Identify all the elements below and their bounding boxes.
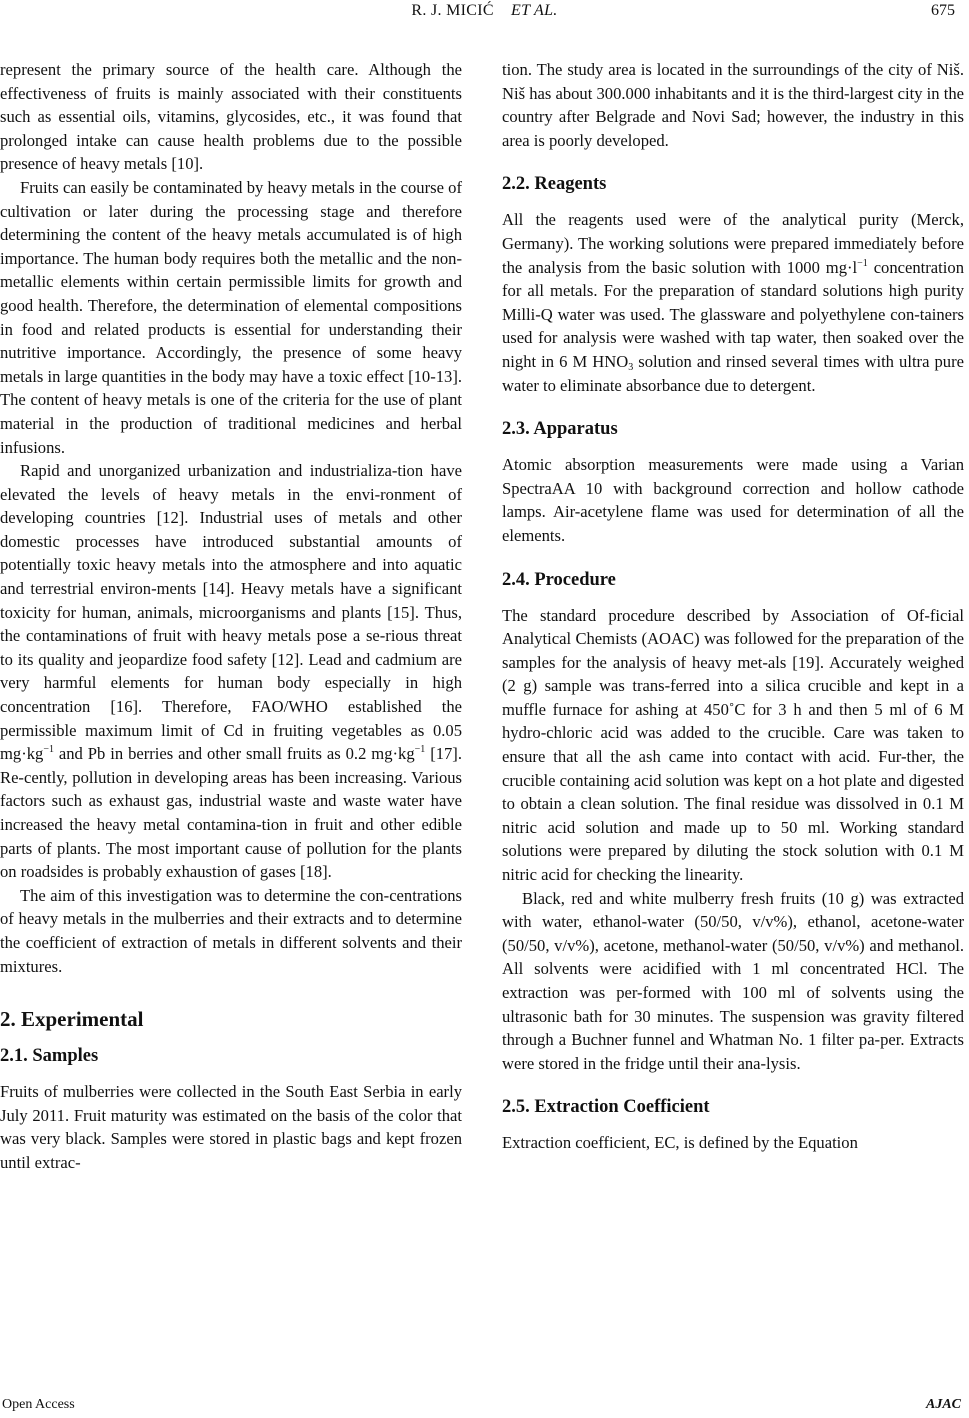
text-span: Rapid and unorganized urbanization and industrializa-tion have elevated the levels of heavy metals in the envi-ronment of developing countries [12]. Industrial uses of metals and other domestic processes have introduced substantial amounts of potentially toxic heavy metals into the atmosphere and into aquatic and terrestrial environ-ments [14]. Heavy metals have a significant toxicity for human, animals, microorganisms and plants [15]. Thus, the contaminations of fruit with heavy metals pose a se-rious threat to its quality and jeopardize food safety [12]. Lead and cadmium are very harmful elements for human body especially in high concentration [16]. Therefore, FAO/WHO established the permissible maximum limit of Cd in fruiting vegetables as 0.05 mg·kg xyxy=(0,461,462,764)
subsection-heading-procedure: 2.4. Procedure xyxy=(502,569,616,590)
superscript: −1 xyxy=(43,744,54,756)
paragraph-reagents xyxy=(502,208,964,397)
subsection-heading-extraction-coefficient: 2.5. Extraction Coefficient xyxy=(502,1097,710,1118)
paragraph-apparatus: Atomic absorption measurements were made using a Varian SpectraAA 10 with background correction and hollow cathode lamps. Air-acetylene flame was used for determination of all the elements. xyxy=(502,455,964,545)
text-span: and Pb in berries and other small fruits as 0.2 mg·kg xyxy=(53,744,415,764)
text-span: All the reagents used were of the analytical purity (Merck, Germany). The working solutions were prepared immediately before the analysis from the basic solution with 1000 mg·l xyxy=(502,210,964,277)
paragraph-samples: Fruits of mulberries were collected in the South East Serbia in early July 2011. Fruit maturity was estimated on the basis of the color that was very black. Samples were stored in plastic bags and kept frozen until extrac- xyxy=(0,1082,462,1172)
paragraph-aim: The aim of this investigation was to determine the con-centrations of heavy metals in the mulberries and their extracts and to determine the coefficient of extraction of metals in different solvents and their mixtures. xyxy=(0,885,462,976)
right-column xyxy=(502,58,964,1155)
paragraph-contamination: Fruits can easily be contaminated by heavy metals in the course of cultivation or later during the processing stage and therefore determining the content of the heavy metals accumulated is of high importance. The human body requires both the metallic and the non-metallic elements within certain permissible limits for growth and good health. Therefore, the determination of elemental compositions in food and related products is essential for understanding their nutritive importance. Accordingly, the presence of some heavy metals in large quantities in the body may have a toxic effect [10-13]. The content of heavy metals is one of the criteria for the use of plant material in the production of traditional medicines and herbal infusions. xyxy=(0,177,462,457)
text-span: solution and rinsed several times with ultra pure water to eliminate absorbance due to detergent. xyxy=(502,351,964,395)
authors-main: R. J. MICIĆ xyxy=(411,2,494,19)
paragraph-extraction-coefficient: Extraction coefficient, EC, is defined by the Equation xyxy=(502,1133,858,1153)
superscript: −1 xyxy=(414,744,426,756)
authors-etal: ET AL. xyxy=(511,2,558,19)
paragraph-study-area: tion. The study area is located in the surroundings of the city of Niš. Niš has about 300.000 inhabitants and it is the third-largest city in the country after Belgrade and Novi Sad; however, the industry in this area is poorly developed. xyxy=(502,60,964,150)
running-head xyxy=(0,0,969,40)
subscript: 3 xyxy=(628,361,634,373)
page-footer xyxy=(0,1396,969,1418)
paragraph-intro-continued: represent the primary source of the health care. Although the effectiveness of fruits is mainly associated with their constituents such as essential oils, vitamins, glycosides, etc., it was found that prolonged intake can cause health problems due to the possible presence of heavy metals [10]. xyxy=(0,60,462,174)
subsection-heading-samples: 2.1. Samples xyxy=(0,1046,99,1067)
text-span: concentration for all metals. For the preparation of standard solutions high purity Milli-Q water was used. The glassware and polyethylene con-tainers used for analysis were washed with tap water, then soaked over the night in 6 M HNO xyxy=(502,257,964,371)
paragraph-procedure: The standard procedure described by Association of Of-ficial Analytical Chemists (AOAC) was followed for the preparation of the samples for the analysis of heavy met-als [19]. Accurately weighed (2 g) sample was trans-ferred into a silica crucible and kept in a muffle furnace for ashing at 450˚C for 3 h and then 5 ml of 6 M hydro-chloric acid was added to the crucible. Care was taken to ensure that all the ash came into contact with acid. Fur-ther, the crucible containing acid solution was kept on a hot plate and digested to obtain a clean solution. The final residue was dissolved in 0.1 M nitric acid solution and made up to 50 ml. Working standard solutions were prepared by diluting the stock solution with 0.1 M nitric acid for checking the linearity. xyxy=(502,605,964,885)
subsection-heading-apparatus: 2.3. Apparatus xyxy=(502,419,618,440)
paragraph-urbanization xyxy=(0,459,462,884)
footer-journal-abbrev: AJAC xyxy=(925,1397,961,1412)
paragraph-extraction: Black, red and white mulberry fresh fruits (10 g) was extracted with water, ethanol-water (50/50, v/v%), ethanol, acetone-water (50/50, v/v%), acetone, methanol-water (50/50, v/v%) and methanol. All solvents were acidified with 1 ml concentrated HCl. The extraction was per-formed with 100 ml of solvents using the ultrasonic bath for 30 minutes. The suspension was gravity filtered through a Buchner funnel and Whatman No. 1 filter pa-per. Extracts were stored in the fridge until their ana-lysis. xyxy=(502,888,964,1073)
text-span: [17]. Re-cently, pollution in developing areas has been increasing. Various factors such as exhaust gas, industrial waste and waste water have increased the heavy metal contamina-tion in fruit and other edible parts of plants. The most important cause of pollution for the plants on roadsides is probably exhaustion of gases [18]. xyxy=(0,744,462,882)
superscript: −1 xyxy=(857,257,868,269)
subsection-heading-reagents: 2.2. Reagents xyxy=(502,174,607,195)
section-heading-experimental: 2. Experimental xyxy=(0,1007,144,1032)
left-column xyxy=(0,58,462,1175)
footer-open-access: Open Access xyxy=(2,1397,75,1412)
page-number: 675 xyxy=(931,2,955,19)
running-head-authors xyxy=(0,2,969,20)
